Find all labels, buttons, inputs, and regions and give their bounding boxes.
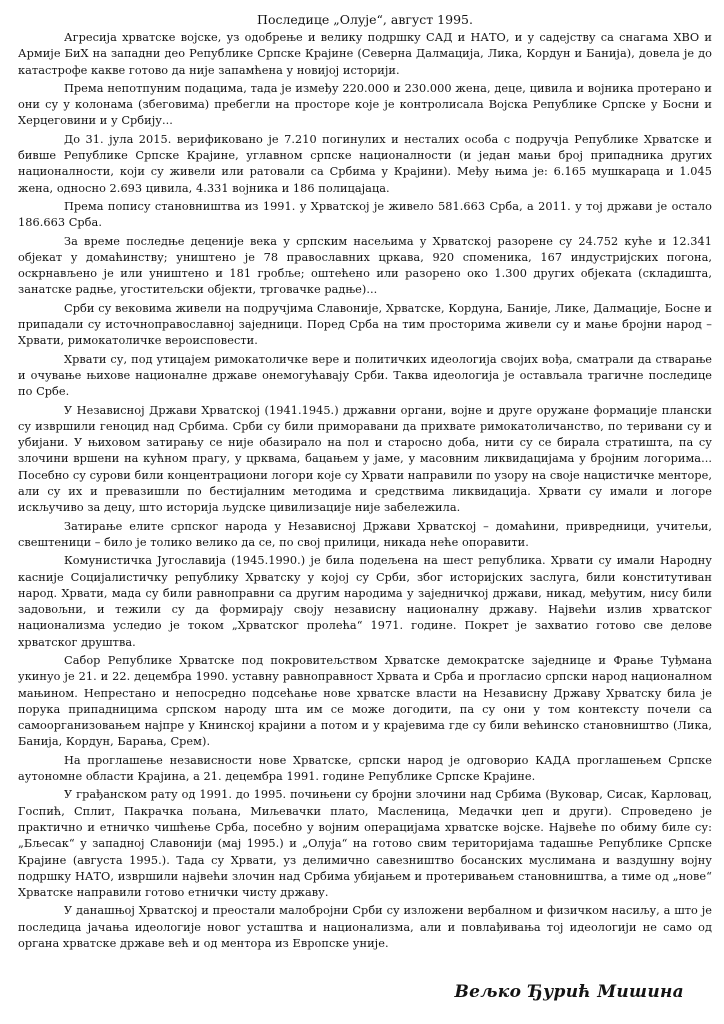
paragraph-elite: Затирање елите српског народа у Независној Држави Хрватској – домаћини, привредници, учитељи, свештеници – било је толико велико да се, по свој прилици, никада неће опоравити. <box>18 519 712 549</box>
paragraph-civil-war: У грађанском рату од 1991. до 1995. почињени су бројни злочини над Србима (Вуковар, Сисак, Карловац, Госпић, Сплит, Пакрачка пољана, Миљевачки плато, Масленица, Медачки џеп и други). Спроведено је практично и етничко чишћење Срба, посебно у војним операцијама хрватске војске. Највеће по обиму биле су: „Бљесак“ у западној Славонији (мај 1995.) и „Олуја“ на готово свим територијама тадашње Републике Српске Крајине (августа 1995.). Тада су Хрвати, уз делимично савезништво босанских муслимана и ваздушну војну подршку НАТО, извршили највећи злочин над Србима убијањем и протеривањем становништва, а тиме од „нове“ Хрватске направили готово етнички чисту државу. <box>18 788 712 900</box>
paragraph-today: У данашњој Хрватској и преостали малобројни Срби су изложени вербалном и физичком насиљу, а што је последица јачања идеологије новог усташтва и национализма, али и повлађивања тој идеологији не само од органа хрватске државе већ и од ментора из Европске уније. <box>18 904 712 951</box>
paragraph-aggression: Агресија хрватске војске, уз одобрење и велику подршку САД и НАТО, и у садејству са снагама ХВО и Армије БиХ на западни део Републике Српске Крајине (Северна Далмација, Лика, Кордун и Банија), довела је до катастрофе какве готово да није запамћена у новијој историји. <box>18 31 712 77</box>
paragraph-sabor: Сабор Републике Хрватске под покровитељством Хрватске демократске заједнице и Фрање Туђмана укинуо је 21. и 22. децембра 1990. уставну равноправност Хрвата и Срба и прогласио српски народ националном мањином. Непрестано и непосредно подсећање нове хрватске власти на Независну Државу Хрватску била је порука припадницима српском народу шта им се може догодити, па су они у том контексту почели са самоорганизовањем најпре у Книнској крајини а потом и у крајевима где су били већинско становништво (Лика, Банија, Кордун, Барања, Срем). <box>18 653 712 749</box>
paragraph-ndh: У Независној Држави Хрватској (1941.1945.) државни органи, војне и друге оружане формације плански су извршили геноцид над Србима. Срби су били приморавани да прихвате римокатоличанство, по теривани су и убијани. У њиховом затирању се није обазирало на пол и старосно доба, нити су се бирала стратишта, па су злочини вршени на кућном прагу, у црквама, бацањем у јаме, у масовним ликвидацијама у бројним логорима... Посебно су сурови били концентрациони логори које су Хрвати направили по узору на своје нацистичке менторе, али су их и превазишли по бестијалним методима и средствима ликвидација. Хрвати су имали и логоре искључиво за децу, што историја људске цивилизације није забележила. <box>18 403 712 515</box>
paragraph-destruction: За време последње деценије века у српским насељима у Хрватској разорене су 24.752 куће и 12.341 објекат у домаћинству; уништено је 78 православних цркава, 920 споменика, 167 индустријских погона, оскрнављено је или уништено и 181 гробље; оштећено или разорено око 1.300 других објеката (складишта, занатске радње, угоститељски објекти, трговачке радње)... <box>18 234 712 297</box>
author-signature: Вељко Ђурић Мишина <box>454 982 684 1002</box>
document-title: Последице „Олује“, август 1995. <box>257 12 473 27</box>
paragraph-census: Према попису становништва из 1991. у Хрватској је живело 581.663 Срба, а 2011. у тој држави је остало 186.663 Срба. <box>18 199 712 230</box>
paragraph-yugoslavia: Комунистичка Југославија (1945.1990.) је била подељена на шест република. Хрвати су имали Народну касније Социјалистичку републику Хрватску у којој су Срби, због историјских заслуга, били конститутиван народ. Хрвати, мада су били равноправни са другим народима у заједничкој држави, никад, међутим, нису били задовољни, и тежили су да формирају своју независну националну државу. Највећи излив хрватског национализма уследио је током „Хрватског пролећа“ 1971. године. Покрет је захватио готово све делове хрватског друштва. <box>18 554 712 649</box>
paragraph-ideology: Хрвати су, под утицајем римокатоличке вере и политичких идеологија својих вођа, сматрали да стварање и очување њихове националне државе онемогућавају Срби. Таква идеологија је остављала трагичне последице по Србе. <box>18 352 712 399</box>
paragraph-casualties: До 31. јула 2015. верификовано је 7.210 погинулих и несталих особа с подручја Републике Хрватске и бивше Републике Српске Крајине, углавном српске националности (и један мањи број припадника других националности, који су живели или ратовали са Србима у Крајини). Међу њима је: 6.165 мушкараца и 1.045 жена, односно 2.693 цивила, 4.331 војника и 186 полицајаца. <box>18 132 712 195</box>
paragraph-krajina: На проглашење независности нове Хрватске, српски народ је одговорио КАДА проглашењем Српске аутономне области Крајина, а 21. децембра 1991. године Републике Српске Крајине. <box>18 753 712 784</box>
paragraph-refugees: Према непотпуним подацима, тада је између 220.000 и 230.000 жена, деце, цивила и војника протерано и они су у колонама (збеговима) пребегли на просторе које је контролисала Војска Републике Српске у Босни и Херцеговини и у Србију... <box>18 81 712 128</box>
paragraph-history: Срби су вековима живели на подручјима Славоније, Хрватске, Кордуна, Баније, Лике, Далмације, Босне и припадали су источноправославној заједници. Поред Срба на тим просторима живели су и мање бројни народ – Хрвати, римокатоличке вероисповести. <box>18 301 712 348</box>
